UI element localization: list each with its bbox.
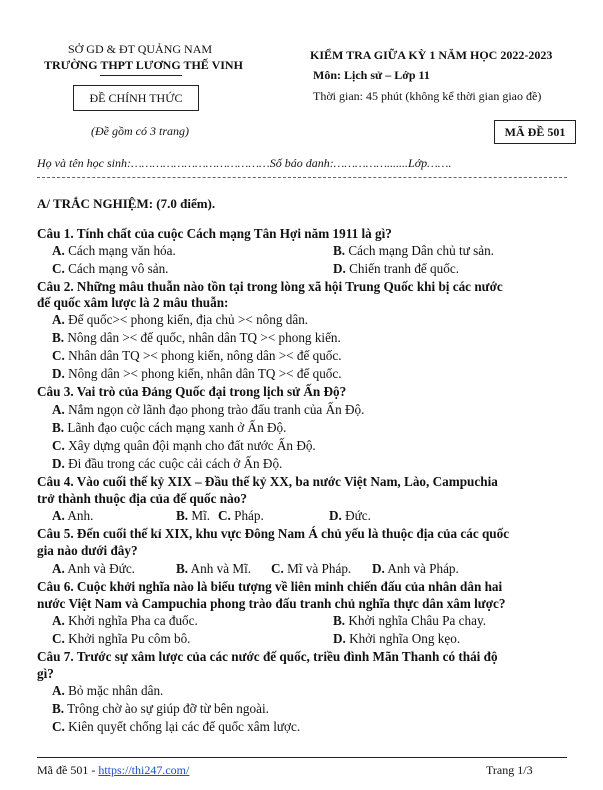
question-3-option-b: B. Lãnh đạo cuộc cách mạng xanh ở Ấn Độ.	[52, 420, 287, 435]
footer-left	[37, 763, 189, 778]
question-6-text-line2: nước Việt Nam và Campuchia phong trào đấu tranh chủ nghĩa thực dân xâm lược?	[37, 596, 506, 611]
question-6-option-c: C. Khởi nghĩa Pu côm bô.	[52, 631, 191, 646]
question-4-option-c: C. Pháp.	[218, 508, 264, 523]
question-2-option-d: D. Nông dân >< phong kiến, nhân dân TQ >< đế quốc.	[52, 366, 342, 381]
question-7-option-a: A. Bỏ mặc nhân dân.	[52, 683, 164, 698]
department-name: SỞ GD & ĐT QUẢNG NAM	[67, 42, 213, 56]
pages-note: (Đề gồm có 3 trang)	[91, 124, 189, 138]
question-6-text-line1: Câu 6. Cuộc khởi nghĩa nào là biểu tượng về liên minh chiến đấu của nhân dân hai	[37, 579, 503, 594]
question-4-text-line1: Câu 4. Vào cuối thế kỷ XIX – Đầu thế kỷ XX, ba nước Việt Nam, Lào, Campuchia	[37, 474, 498, 489]
time-line: Thời gian: 45 phút (không kể thời gian giao đề)	[313, 89, 542, 103]
question-7-text-line1: Câu 7. Trước sự xâm lược của các nước đế quốc, triều đình Mãn Thanh có thái độ	[37, 649, 498, 664]
footer-page-number: Trang 1/3	[486, 763, 533, 777]
question-7-option-c: C. Kiên quyết chống lại các đế quốc xâm lược.	[52, 719, 301, 734]
question-4-option-d: D. Đức.	[329, 508, 371, 523]
question-3-text: Câu 3. Vai trò của Đảng Quốc đại trong lịch sử Ấn Độ?	[37, 384, 347, 399]
school-underline	[100, 75, 182, 76]
question-3-option-a: A. Nắm ngọn cờ lãnh đạo phong trào đấu tranh của Ấn Độ.	[52, 402, 365, 417]
official-exam-box	[73, 85, 199, 111]
footer-link[interactable]: https://thi247.com/	[98, 763, 190, 777]
question-5-text-line1: Câu 5. Đến cuối thế kỉ XIX, khu vực Đông Nam Á chủ yếu là thuộc địa của các quốc	[37, 526, 510, 541]
question-1-option-a: A. Cách mạng văn hóa.	[52, 243, 176, 258]
question-5-option-a: A. Anh và Đức.	[52, 561, 135, 576]
question-1-text: Câu 1. Tính chất của cuộc Cách mạng Tân Hợi năm 1911 là gì?	[37, 226, 392, 241]
question-6-option-a: A. Khởi nghĩa Pha ca đuốc.	[52, 613, 198, 628]
question-5-text-line2: gia nào dưới đây?	[37, 543, 138, 558]
question-2-text-line2: đế quốc xâm lược là 2 mâu thuẫn:	[37, 295, 229, 310]
official-exam-label: ĐỀ CHÍNH THỨC	[89, 91, 183, 105]
question-3-option-c: C. Xây dựng quân đội mạnh cho đất nước Ấn Độ.	[52, 438, 316, 453]
question-3-option-d: D. Đi đầu trong các cuộc cải cách ở Ấn Độ.	[52, 456, 283, 471]
question-1-option-d: D. Chiến tranh đế quốc.	[333, 261, 459, 276]
question-2-option-b: B. Nông dân >< đế quốc, nhân dân TQ >< phong kiến.	[52, 330, 341, 345]
question-4-option-b: B. Mĩ.	[176, 508, 211, 523]
question-5-option-d: D. Anh và Pháp.	[372, 561, 459, 576]
question-5-option-c: C. Mĩ và Pháp.	[271, 561, 352, 576]
question-5-option-b: B. Anh và Mĩ.	[176, 561, 252, 576]
subject-line: Môn: Lịch sử – Lớp 11	[313, 68, 430, 82]
question-6-option-b: B. Khởi nghĩa Châu Pa chay.	[333, 613, 486, 628]
question-6-option-d: D. Khởi nghĩa Ong kẹo.	[333, 631, 461, 646]
exam-code-label: MÃ ĐỀ 501	[504, 125, 566, 139]
exam-code-box	[494, 120, 576, 144]
section-a-heading: A/ TRẮC NGHIỆM: (7.0 điểm).	[37, 196, 216, 211]
question-7-option-b: B. Trông chờ ào sự giúp đỡ từ bên ngoài.	[52, 701, 269, 716]
question-4-option-a: A. Anh.	[52, 508, 94, 523]
question-2-option-c: C. Nhân dân TQ >< phong kiến, nông dân >< đế quốc.	[52, 348, 342, 363]
question-2-option-a: A. Đế quốc>< phong kiến, địa chủ >< nông dân.	[52, 312, 309, 327]
question-1-option-b: B. Cách mạng Dân chủ tư sản.	[333, 243, 494, 258]
school-name: TRƯỜNG THPT LƯƠNG THẾ VINH	[44, 58, 243, 72]
question-1-option-c: C. Cách mạng vô sản.	[52, 261, 169, 276]
question-4-text-line2: trở thành thuộc địa của đế quốc nào?	[37, 491, 247, 506]
question-2-text-line1: Câu 2. Những mâu thuẫn nào tồn tại trong lòng xã hội Trung Quốc khi bị các nước	[37, 279, 503, 294]
header-divider	[37, 177, 567, 178]
exam-title: KIỂM TRA GIỮA KỲ 1 NĂM HỌC 2022-2023	[310, 48, 553, 62]
student-info-line: Họ và tên học sinh:…………………………………Số báo danh:…………….......Lớp…….	[37, 156, 452, 170]
question-7-text-line2: gì?	[37, 666, 54, 681]
footer-divider	[37, 757, 567, 758]
footer-exam-code: Mã đề 501 -	[37, 763, 99, 777]
